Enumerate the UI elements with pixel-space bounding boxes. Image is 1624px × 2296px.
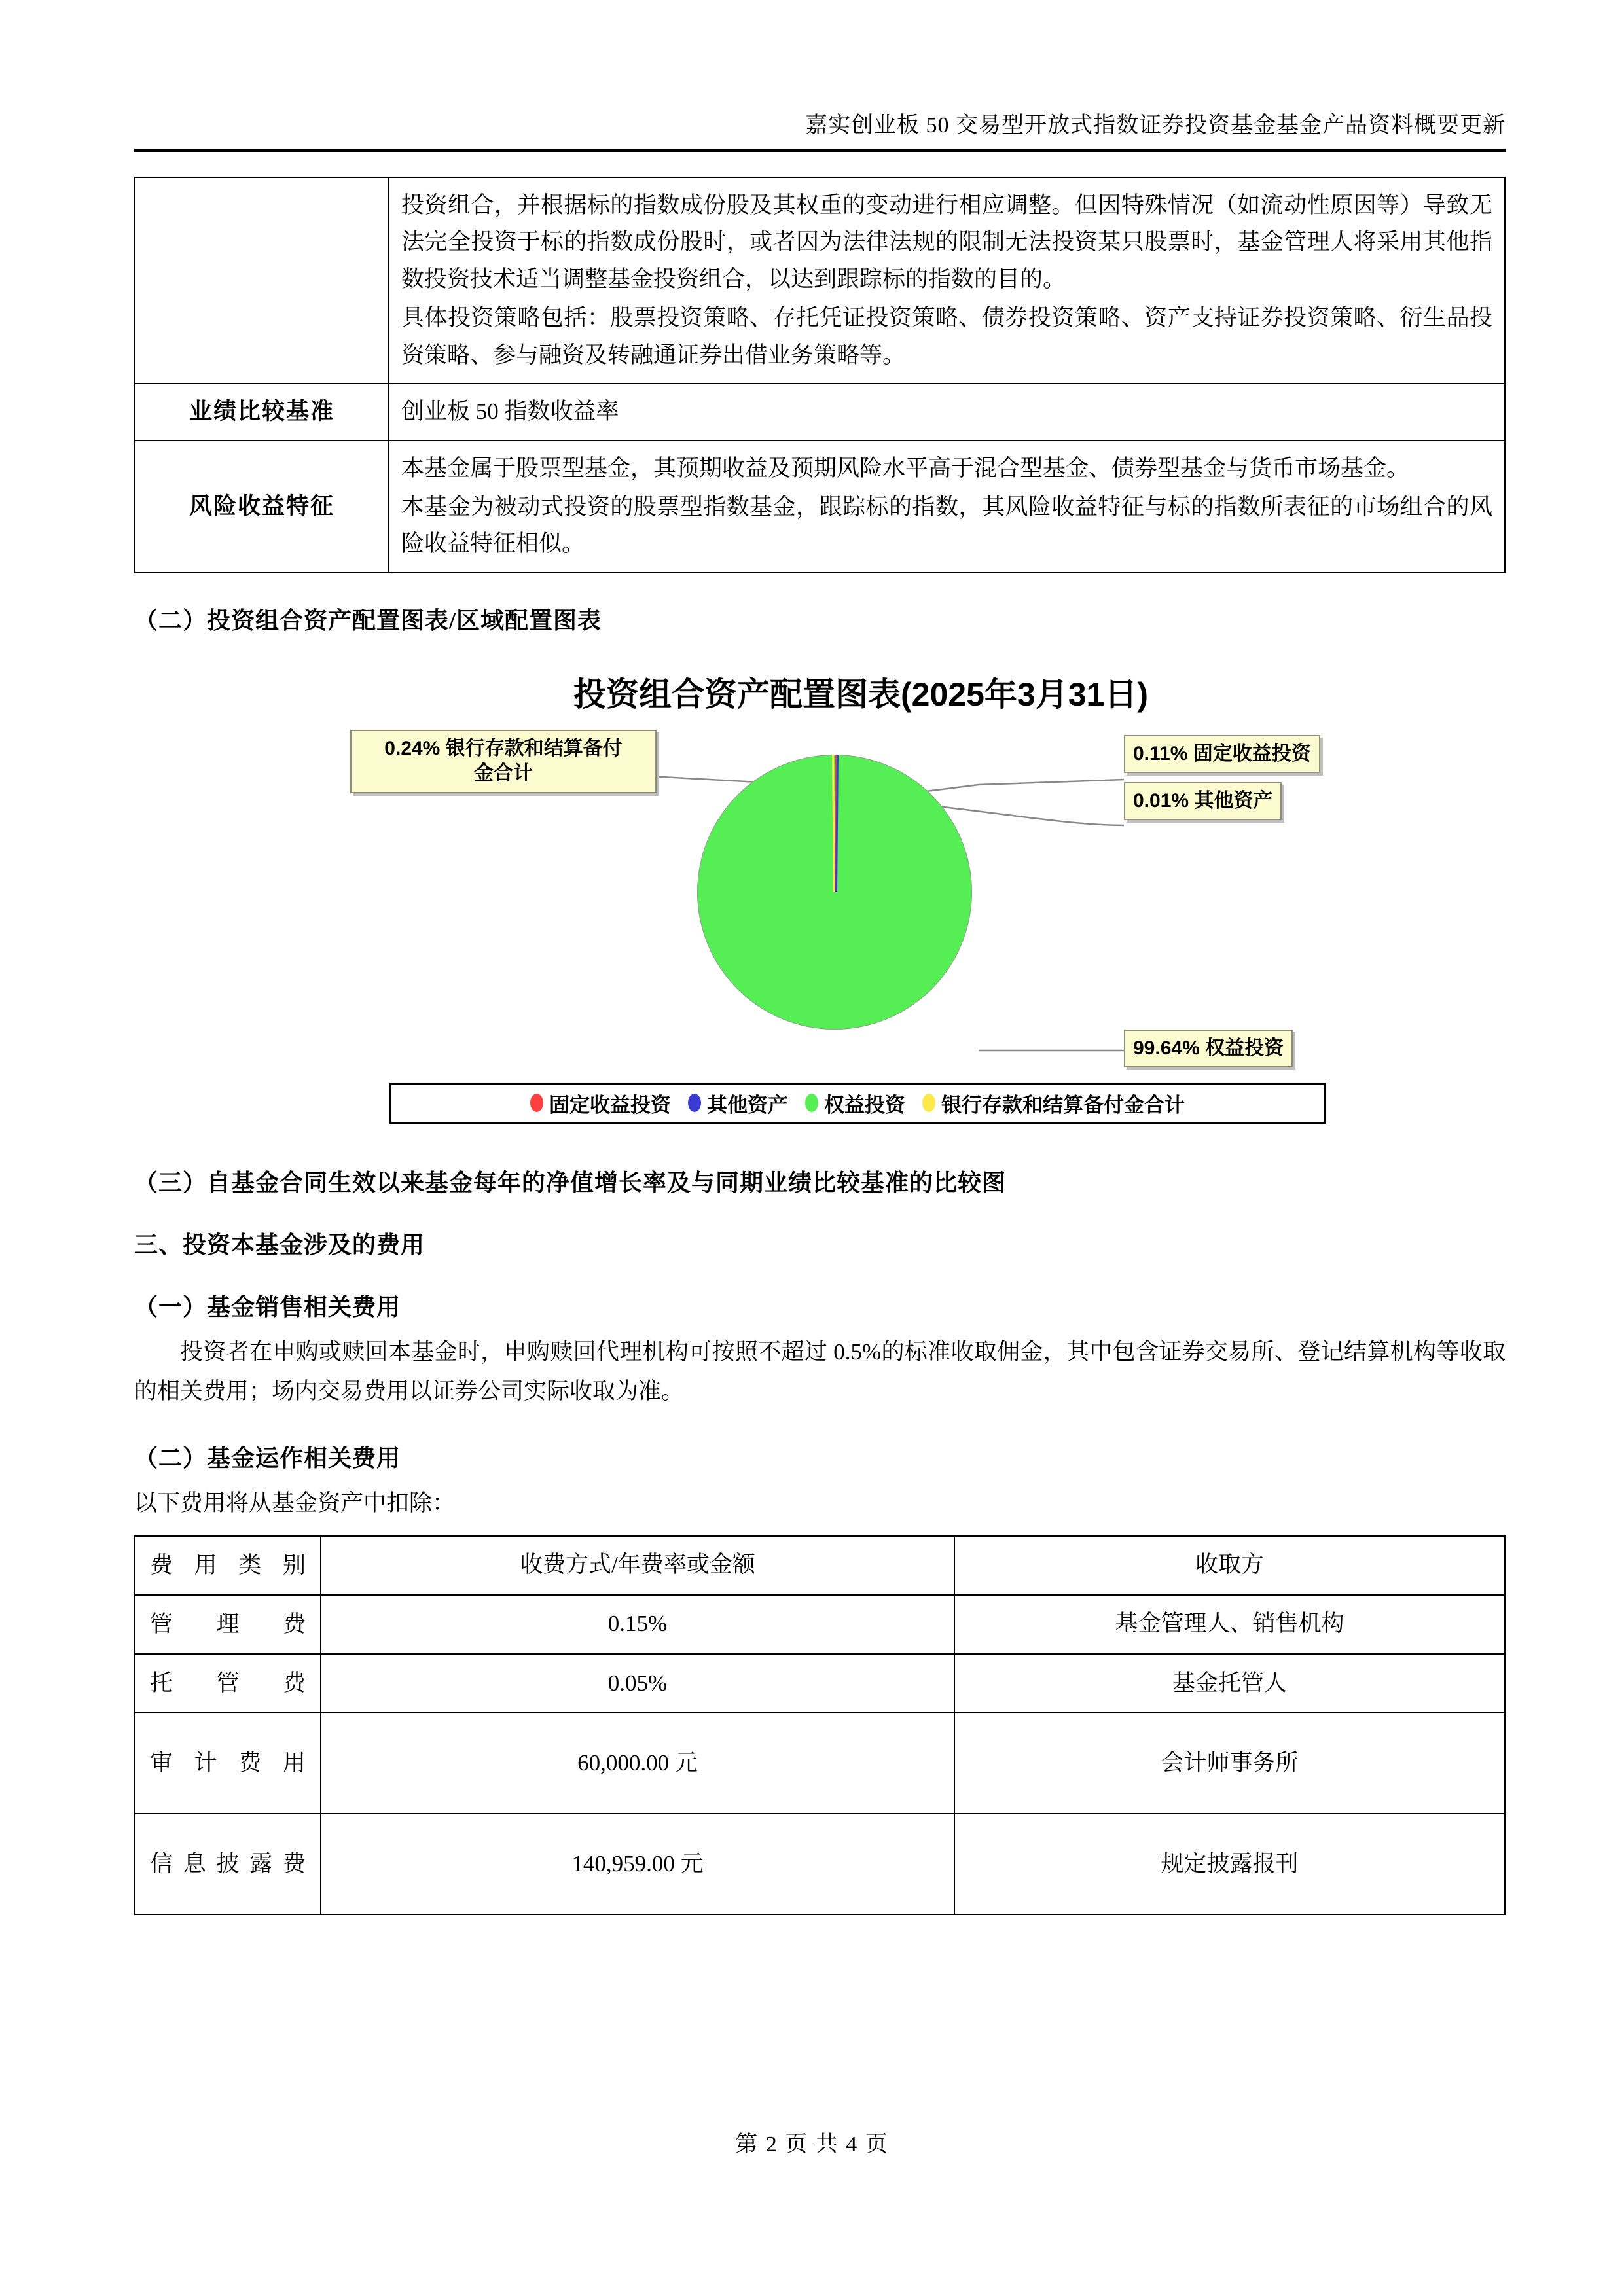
operation-fee-note: 以下费用将从基金资产中扣除： — [134, 1490, 456, 1516]
fee-amount-cell: 0.15% — [321, 1595, 954, 1654]
info-paragraph: 本基金属于股票型基金，其预期收益及预期风险水平高于混合型基金、债券型基金与货币市场基金。 — [401, 455, 1410, 481]
chart-legend — [389, 1083, 1326, 1124]
info-label-cell: 风险收益特征 — [135, 440, 389, 573]
page-number: 第 2 页 共 4 页 — [735, 2132, 889, 2157]
chart-label-fixed-income: 0.11% 固定收益投资 — [1124, 735, 1320, 773]
fee-amount-cell: 0.05% — [321, 1654, 954, 1713]
legend-marker-icon — [922, 1094, 935, 1112]
header-title: 嘉实创业板 50 交易型开放式指数证券投资基金基金产品资料概要更新 — [805, 113, 1506, 137]
chart-label-equity: 99.64% 权益投资 — [1124, 1030, 1293, 1067]
fee-table — [134, 1535, 1506, 1916]
fee-payee-cell: 基金托管人 — [954, 1654, 1505, 1713]
fee-kind-cell: 信息披露费 — [135, 1814, 321, 1914]
legend-label: 权益投资 — [824, 1093, 905, 1117]
table-row — [135, 1595, 1505, 1654]
table-row — [135, 177, 1505, 384]
fee-payee-cell: 会计师事务所 — [954, 1713, 1505, 1814]
chart-plot-area — [350, 715, 1371, 1082]
table-row — [135, 1713, 1505, 1814]
legend-marker-icon — [805, 1094, 818, 1112]
legend-item-other-assets — [688, 1088, 788, 1118]
page-header — [134, 0, 1506, 139]
info-body-cell — [389, 384, 1505, 440]
legend-item-fixed-income — [530, 1088, 671, 1118]
info-label-cell: 业绩比较基准 — [135, 384, 389, 440]
section-heading-portfolio-chart: （二）投资组合资产配置图表/区域配置图表 — [134, 607, 602, 634]
header-rule — [134, 149, 1506, 152]
chart-label-other-assets: 0.01% 其他资产 — [1124, 782, 1282, 820]
fee-kind-cell: 审计费用 — [135, 1713, 321, 1814]
table-row — [135, 384, 1505, 440]
info-label-cell — [135, 177, 389, 384]
legend-label: 银行存款和结算备付金合计 — [941, 1093, 1185, 1117]
info-paragraph: 创业板 50 指数收益率 — [401, 399, 619, 425]
portfolio-allocation-chart — [350, 666, 1371, 1124]
fee-payee-cell: 规定披露报刊 — [954, 1814, 1505, 1914]
info-paragraph: 本基金为被动式投资的股票型指数基金，跟踪标的指数，其风险收益特征与标的指数所表征的市场组合的风险收益特征相似。 — [401, 493, 1492, 557]
table-row — [135, 1654, 1505, 1713]
page-content — [134, 0, 1506, 1915]
table-row — [135, 1814, 1505, 1914]
chart-label-bank-line1: 0.24% 银行存款和结算备付 — [384, 737, 623, 759]
section-heading-sales-fees: （一）基金销售相关费用 — [134, 1293, 401, 1320]
fee-kind-cell: 管理费 — [135, 1595, 321, 1654]
fee-header-kind: 费用类别 — [135, 1536, 321, 1595]
fund-info-table — [134, 177, 1506, 573]
legend-item-equity — [805, 1088, 905, 1118]
pie-slice-equity — [697, 755, 972, 1030]
fee-header-payee: 收取方 — [954, 1536, 1505, 1595]
fee-payee-cell: 基金管理人、销售机构 — [954, 1595, 1505, 1654]
legend-label: 固定收益投资 — [549, 1093, 671, 1117]
chart-label-bank-deposit — [350, 730, 657, 793]
section-heading-operation-fees: （二）基金运作相关费用 — [134, 1445, 401, 1472]
chart-label-bank-line2: 金合计 — [474, 762, 533, 785]
legend-marker-icon — [530, 1094, 543, 1112]
info-body-cell — [389, 177, 1505, 384]
legend-label: 其他资产 — [707, 1093, 788, 1117]
info-paragraph: 投资组合，并根据标的指数成份股及其权重的变动进行相应调整。但因特殊情况（如流动性原因等）导致无法完全投资于标的指数成份股时，或者因为法律法规的限制无法投资某只股票时，基金管理人将采用其他指数投资技术适当调整基金投资组合，以达到跟踪标的指数的目的。 — [401, 192, 1492, 293]
fee-header-amount: 收费方式/年费率或金额 — [321, 1536, 954, 1595]
fee-amount-cell: 140,959.00 元 — [321, 1814, 954, 1914]
pie-slice-other-assets — [835, 755, 839, 892]
section-heading-performance-chart: （三）自基金合同生效以来基金每年的净值增长率及与同期业绩比较基准的比较图 — [134, 1169, 1007, 1196]
info-body-cell — [389, 440, 1505, 573]
info-paragraph: 具体投资策略包括：股票投资策略、存托凭证投资策略、债券投资策略、资产支持证券投资策略、衍生品投资策略、参与融资及转融通证券出借业务策略等。 — [401, 304, 1492, 368]
fee-kind-cell: 托管费 — [135, 1654, 321, 1713]
fee-amount-cell: 60,000.00 元 — [321, 1713, 954, 1814]
chart-title: 投资组合资产配置图表(2025年3月31日) — [573, 675, 1148, 713]
section-heading-fees: 三、投资本基金涉及的费用 — [134, 1231, 425, 1258]
page-footer — [0, 2126, 1624, 2158]
legend-item-bank-deposit — [922, 1088, 1185, 1118]
sales-fee-paragraph: 投资者在申购或赎回本基金时，申购赎回代理机构可按照不超过 0.5%的标准收取佣金，其中包含证券交易所、登记结算机构等收取的相关费用；场内交易费用以证券公司实际收取为准。 — [134, 1338, 1506, 1405]
table-header-row — [135, 1536, 1505, 1595]
table-row — [135, 440, 1505, 573]
legend-marker-icon — [688, 1094, 701, 1112]
